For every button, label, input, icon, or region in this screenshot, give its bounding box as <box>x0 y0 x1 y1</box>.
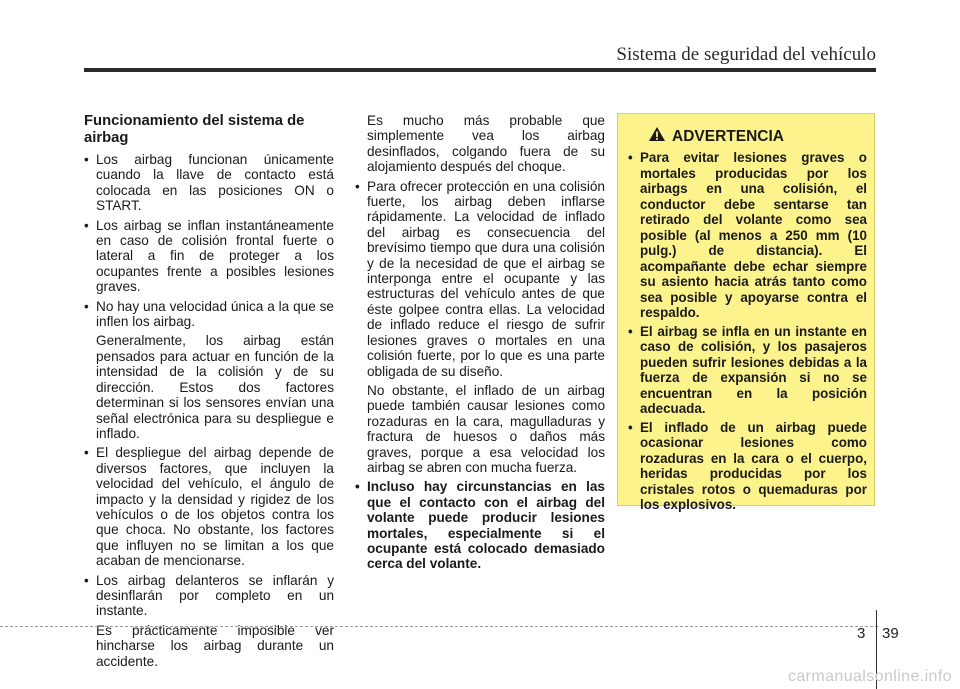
warning-header <box>628 126 867 147</box>
page-number: 39 <box>882 625 899 642</box>
paragraph: Es prácticamente imposible ver hincharse los airbag durante un accidente. <box>96 622 334 669</box>
bullet-item: • Los airbag delanteros se inflarán y desinflarán por completo en un instante. <box>84 573 334 619</box>
paragraph: No obstante, el inflado de un airbag puede también causar lesiones como rozaduras en la cara, magulladuras y fractura de huesos o daños más graves, porque a esa velocidad los airbag se abren con mucha fuerza. <box>367 382 605 475</box>
bullet-item-bold: • Incluso hay circunstancias en las que el contacto con el airbag del volante puede producir lesiones mortales, especialmente si el ocupante está colocado demasiado cerca del volante. <box>355 479 605 571</box>
column-middle <box>355 113 605 576</box>
warning-triangle-icon <box>648 126 666 147</box>
warning-title: ADVERTENCIA <box>672 127 784 145</box>
paragraph: Es mucho más probable que simplemente vea los airbag desinflados, colgando fuera de su alojamiento después del choque. <box>367 113 605 175</box>
warning-box <box>617 113 875 512</box>
column-left <box>84 113 334 673</box>
chapter-number: 3 <box>857 625 866 642</box>
footer-dashed-line <box>0 626 878 627</box>
warning-item: • El inflado de un airbag puede ocasionar lesiones como rozaduras en la cara o el cuerpo, heridas producidas por los cristales rotos o quemaduras por los explosivos. <box>628 420 867 513</box>
warning-item: • Para evitar lesiones graves o mortales producidas por los airbags en una colisión, el conductor debe sentarse tan retirado del volante como sea posible (al menos a 250 mm (10 pulg.) de distancia). El acompañante debe echar siempre su asiento hacia atrás tanto como sea posible y apoyarse contra el respaldo. <box>628 150 867 321</box>
paragraph: Generalmente, los airbag están pensados para actuar en función de la intensidad de la colisión y de su dirección. Estos dos factores determinan si los sensores envían una señal electrónica para su despliegue e inflado. <box>96 333 334 441</box>
bullet-item: • Para ofrecer protección en una colisión fuerte, los airbag deben inflarse rápidamente. La velocidad de inflado del airbag es consecuencia del brevísimo tiempo que dura una colisión y de la necesidad de que el airbag se interponga entre el ocupante y las estructuras del vehículo antes de que éste golpee contra ellas. La velocidad de inflado reduce el riesgo de sufrir lesiones graves o mortales en una colisión fuerte, por lo que es una parte obligada de su diseño. <box>355 179 605 379</box>
bullet-item: • El despliegue del airbag depende de diversos factores, que incluyen la velocidad del vehículo, el ángulo de impacto y la densidad y rigidez de los vehículos o de los objetos contra los que choca. No obstante, los factores que influyen no se limitan a los que acaban de mencionarse. <box>84 445 334 568</box>
section-heading: Funcionamiento del sistema de airbag <box>84 113 305 146</box>
bullet-item: • Los airbag funcionan únicamente cuando la llave de contacto está colocada en las posiciones ON o START. <box>84 152 334 214</box>
bullet-item: • Los airbag se inflan instantáneamente en caso de colisión frontal fuerte o lateral a fin de proteger a los ocupantes frente a posibles lesiones graves. <box>84 218 334 295</box>
watermark: carmanualsonline.info <box>787 668 952 685</box>
warning-item: • El airbag se infla en un instante en caso de colisión, y los pasajeros pueden sufrir lesiones debidas a la fuerza de expansión si no se encuentran en la posición adecuada. <box>628 324 867 417</box>
page-header-title: Sistema de seguridad del vehículo <box>616 44 876 65</box>
header-rule <box>84 68 876 72</box>
bullet-item: • No hay una velocidad única a la que se inflen los airbag. <box>84 299 334 330</box>
